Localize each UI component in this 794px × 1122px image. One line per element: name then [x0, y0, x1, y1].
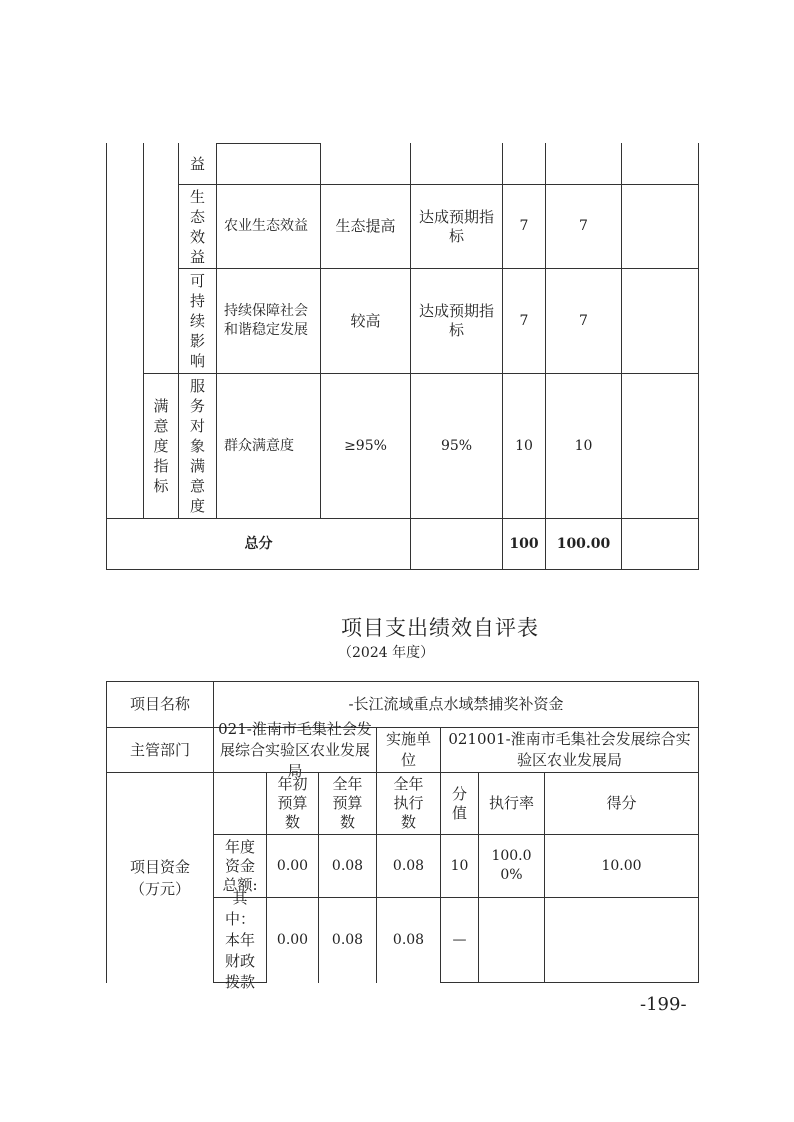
weight-cell: 10: [502, 373, 546, 519]
total-actual-cell: [410, 518, 503, 570]
target-cell: ≥95%: [320, 373, 411, 519]
weight-cell: [502, 143, 546, 185]
header-weight: 分值: [440, 772, 479, 835]
dept-value: 021-淮南市毛集社会发展综合实验区农业发展局: [213, 727, 377, 773]
remark-cell: [621, 373, 699, 519]
target-cell: 较高: [320, 268, 411, 374]
header-annual: 全年预算数: [318, 772, 377, 835]
annual-value: 0.08: [318, 897, 377, 983]
total-label: 总分: [106, 518, 411, 570]
category-cell: 可持续影响: [178, 268, 217, 374]
row-label: 年度资金总额:: [213, 834, 267, 898]
category-cell-continued: [106, 143, 144, 519]
category-cell: 服务对象满意度: [178, 373, 217, 519]
rate-value: [478, 897, 545, 983]
indicator-cell: 群众满意度: [216, 373, 321, 519]
actual-cell: [410, 143, 503, 185]
executed-value: 0.08: [376, 897, 441, 983]
score-cell: [545, 143, 622, 185]
target-cell: [320, 143, 411, 185]
funds-label: 项目资金（万元）: [106, 772, 214, 983]
form-title: 项目支出绩效自评表: [341, 616, 539, 640]
indicator-cell: 持续保障社会和谐稳定发展: [216, 268, 321, 374]
score-value: [544, 897, 699, 983]
page-number: -199-: [640, 994, 687, 1015]
indicator-cell: [216, 143, 321, 185]
header-rate: 执行率: [478, 772, 545, 835]
row-label: 其中：本年财政拨款: [213, 897, 267, 983]
header-initial: 年初预算数: [266, 772, 319, 835]
initial-value: 0.00: [266, 834, 319, 898]
weight-value: 10: [440, 834, 479, 898]
weight-cell: 7: [502, 268, 546, 374]
actual-cell: 达成预期指标: [410, 268, 503, 374]
indicator-cell: 农业生态效益: [216, 184, 321, 269]
dept-label: 主管部门: [106, 727, 214, 773]
target-cell: 生态提高: [320, 184, 411, 269]
category-cell: 生态效益: [178, 184, 217, 269]
annual-value: 0.08: [318, 834, 377, 898]
score-value: 10.00: [544, 834, 699, 898]
rate-value: 100.00%: [478, 834, 545, 898]
weight-cell: 7: [502, 184, 546, 269]
actual-cell: 达成预期指标: [410, 184, 503, 269]
remark-cell: [621, 268, 699, 374]
form-subtitle: （2024 年度）: [338, 645, 435, 661]
header-executed: 全年执行数: [376, 772, 441, 835]
category-cell: 益: [178, 143, 217, 185]
project-name-value: -长江流域重点水域禁捕奖补资金: [213, 681, 699, 728]
total-weight: 100: [502, 518, 546, 570]
header-blank: [213, 772, 267, 835]
weight-value: —: [440, 897, 479, 983]
total-score: 100.00: [545, 518, 622, 570]
score-cell: 10: [545, 373, 622, 519]
group-cell: 满意度指标: [143, 373, 179, 519]
total-remark-cell: [621, 518, 699, 570]
score-cell: 7: [545, 268, 622, 374]
header-score: 得分: [544, 772, 699, 835]
remark-cell: [621, 143, 699, 185]
executed-value: 0.08: [376, 834, 441, 898]
initial-value: 0.00: [266, 897, 319, 983]
actual-cell: 95%: [410, 373, 503, 519]
impl-value: 021001-淮南市毛集社会发展综合实验区农业发展局: [440, 727, 699, 773]
project-name-label: 项目名称: [106, 681, 214, 728]
remark-cell: [621, 184, 699, 269]
subcategory-cell-continued: [143, 143, 179, 374]
score-cell: 7: [545, 184, 622, 269]
impl-label: 实施单位: [376, 727, 441, 773]
